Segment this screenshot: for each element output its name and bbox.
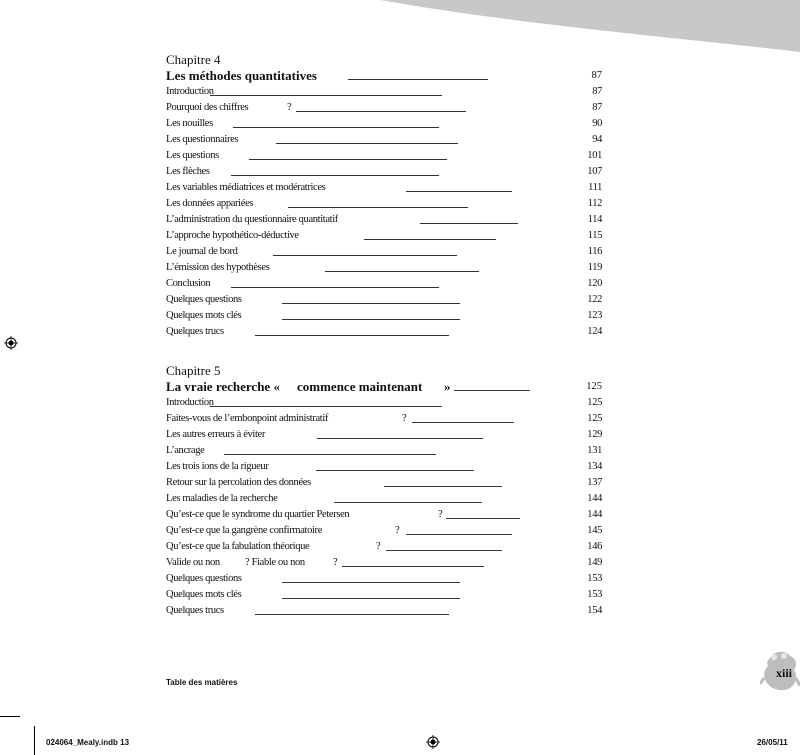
page-number: 122 — [587, 294, 602, 305]
page-number: 87 — [592, 102, 602, 113]
chapter-5-title-middle: commence maintenant — [297, 379, 423, 394]
table-of-contents — [166, 52, 606, 619]
toc-entry[interactable] — [166, 180, 606, 196]
page-number: 124 — [587, 326, 602, 337]
registration-mark-icon — [4, 336, 18, 350]
page-number: 119 — [587, 262, 602, 273]
entry-title: Conclusion — [166, 278, 211, 289]
page-number: 154 — [587, 605, 602, 616]
toc-entry[interactable] — [166, 132, 606, 148]
leader-line — [386, 550, 502, 551]
toc-entry[interactable] — [166, 411, 606, 427]
entry-title: Les trois ions de la rigueur — [166, 461, 269, 472]
entry-title: Les maladies de la recherche — [166, 493, 278, 504]
toc-entry[interactable] — [166, 308, 606, 324]
entry-question-mark: ? Fiable ou non — [245, 557, 305, 568]
chapter-4-label: Chapitre 4 — [166, 52, 221, 67]
page-number: 116 — [587, 246, 602, 257]
leader-line — [420, 223, 518, 224]
running-footer-section: Table des matières — [166, 678, 238, 687]
toc-entry[interactable] — [166, 523, 606, 539]
toc-entry[interactable] — [166, 459, 606, 475]
toc-entry[interactable] — [166, 587, 606, 603]
page-number: 125 — [586, 381, 602, 392]
page-number: 149 — [587, 557, 602, 568]
page-number: 131 — [587, 445, 602, 456]
chapter-5-title-end: » — [444, 379, 451, 394]
entry-question-mark: ? — [438, 509, 443, 520]
page-number: 144 — [587, 509, 602, 520]
toc-entry[interactable] — [166, 395, 606, 411]
leader-line — [255, 614, 449, 615]
entry-question-mark: ? — [376, 541, 381, 552]
page-number: 90 — [592, 118, 602, 129]
page-number: 94 — [592, 134, 602, 145]
entry-title: L’administration du questionnaire quantitatif — [166, 214, 338, 225]
page-number: 123 — [587, 310, 602, 321]
corner-swoosh-decoration — [0, 0, 800, 60]
page-number-roman: xiii — [776, 666, 793, 680]
leader-line — [406, 191, 512, 192]
leader-line — [231, 287, 439, 288]
chapter-5-title-row[interactable] — [166, 379, 606, 395]
entry-title: Les flèches — [166, 166, 210, 177]
entry-title: Retour sur la percolation des données — [166, 477, 311, 488]
leader-line — [317, 438, 483, 439]
leader-line — [282, 319, 460, 320]
entry-title: Qu’est-ce que la gangrène confirmatoire — [166, 525, 323, 536]
chapter-4-title: Les méthodes quantitatives — [166, 68, 317, 83]
printer-slug-date: 26/05/11 — [757, 738, 788, 747]
chapter-5-title-start: La vraie recherche « — [166, 379, 280, 394]
chapter-spacer — [166, 340, 606, 363]
entry-title: L’approche hypothético-déductive — [166, 230, 299, 241]
toc-entry[interactable] — [166, 571, 606, 587]
page-number: 125 — [587, 413, 602, 424]
toc-entry[interactable] — [166, 276, 606, 292]
registration-mark-icon — [426, 735, 440, 749]
entry-title: Valide ou non — [166, 557, 220, 568]
toc-entry[interactable] — [166, 164, 606, 180]
entry-question-mark: ? — [395, 525, 400, 536]
entry-title: Quelques questions — [166, 294, 242, 305]
leader-line — [454, 390, 530, 391]
toc-entry[interactable] — [166, 100, 606, 116]
page-number: 134 — [587, 461, 602, 472]
toc-entry[interactable] — [166, 324, 606, 340]
leader-line — [348, 79, 488, 80]
entry-title: Les questionnaires — [166, 134, 239, 145]
toc-entry[interactable] — [166, 148, 606, 164]
page-number: 107 — [587, 166, 602, 177]
leader-line — [282, 303, 460, 304]
entry-title: Les variables médiatrices et modératrices — [166, 182, 326, 193]
page-number: 101 — [587, 150, 602, 161]
entry-title: Les autres erreurs à éviter — [166, 429, 265, 440]
leader-line — [342, 566, 484, 567]
page-number: 137 — [587, 477, 602, 488]
entry-title: Quelques trucs — [166, 605, 224, 616]
page-number: 112 — [587, 198, 602, 209]
entry-title: Introduction — [166, 397, 214, 408]
leader-line — [249, 159, 447, 160]
entry-title: Faites-vous de l’embonpoint administratif — [166, 413, 329, 424]
page-number: 87 — [591, 70, 602, 81]
entry-title: L’ancrage — [166, 445, 205, 456]
leader-line — [282, 598, 460, 599]
page-number: 145 — [587, 525, 602, 536]
toc-entry[interactable] — [166, 196, 606, 212]
page-number: 120 — [587, 278, 602, 289]
page-number: 129 — [587, 429, 602, 440]
page-number: 125 — [587, 397, 602, 408]
toc-entry[interactable] — [166, 116, 606, 132]
toc-entry[interactable] — [166, 212, 606, 228]
page-number: 87 — [592, 86, 602, 97]
entry-question-mark: ? — [402, 413, 407, 424]
leader-line — [296, 111, 466, 112]
entry-title: Qu’est-ce que la fabulation théorique — [166, 541, 310, 552]
entry-title: Les données appariées — [166, 198, 254, 209]
entry-title: L’émission des hypothèses — [166, 262, 270, 273]
toc-entry[interactable] — [166, 555, 606, 571]
entry-title: Quelques questions — [166, 573, 242, 584]
leader-line — [446, 518, 520, 519]
toc-entry[interactable] — [166, 84, 606, 100]
leader-line — [384, 486, 502, 487]
entry-title: Les questions — [166, 150, 219, 161]
toc-entry[interactable] — [166, 539, 606, 555]
page-number: 146 — [587, 541, 602, 552]
entry-title: Les nouilles — [166, 118, 213, 129]
leader-line — [325, 271, 479, 272]
entry-title: Quelques trucs — [166, 326, 224, 337]
leader-line — [316, 470, 474, 471]
toc-entry[interactable] — [166, 260, 606, 276]
leader-line — [282, 582, 460, 583]
page-number: 115 — [587, 230, 602, 241]
toc-entry[interactable] — [166, 603, 606, 619]
toc-entry[interactable] — [166, 228, 606, 244]
leader-line — [224, 454, 436, 455]
leader-line — [412, 422, 514, 423]
leader-line — [210, 95, 442, 96]
leader-line — [288, 207, 468, 208]
toc-entry[interactable] — [166, 292, 606, 308]
chapter-4-title-row[interactable] — [166, 68, 606, 84]
leader-line — [231, 175, 439, 176]
leader-line — [276, 143, 458, 144]
leader-line — [334, 502, 482, 503]
entry-title: Le journal de bord — [166, 246, 238, 257]
toc-entry[interactable] — [166, 427, 606, 443]
page-number: 144 — [587, 493, 602, 504]
toc-entry[interactable] — [166, 507, 606, 523]
chapter-5-label: Chapitre 5 — [166, 363, 221, 378]
leader-line — [210, 406, 442, 407]
toc-entry[interactable] — [166, 244, 606, 260]
crop-mark — [34, 726, 35, 755]
printer-slug-file: 024064_Mealy.indb 13 — [46, 738, 130, 747]
entry-title: Qu’est-ce que le syndrome du quartier Petersen — [166, 509, 350, 520]
leader-line — [233, 127, 439, 128]
entry-title: Quelques mots clés — [166, 589, 242, 600]
page-number: 153 — [587, 573, 602, 584]
toc-entry[interactable] — [166, 491, 606, 507]
entry-title: Introduction — [166, 86, 214, 97]
toc-entry[interactable] — [166, 475, 606, 491]
entry-question-mark: ? — [333, 557, 338, 568]
leader-line — [273, 255, 457, 256]
page-number: 111 — [588, 182, 602, 193]
entry-question-mark: ? — [287, 102, 292, 113]
leader-line — [255, 335, 449, 336]
crop-mark — [0, 716, 20, 717]
page-number: 153 — [587, 589, 602, 600]
leader-line — [364, 239, 496, 240]
entry-title: Quelques mots clés — [166, 310, 242, 321]
page-number: 114 — [587, 214, 602, 225]
leader-line — [406, 534, 512, 535]
toc-entry[interactable] — [166, 443, 606, 459]
entry-title: Pourquoi des chiffres — [166, 102, 249, 113]
